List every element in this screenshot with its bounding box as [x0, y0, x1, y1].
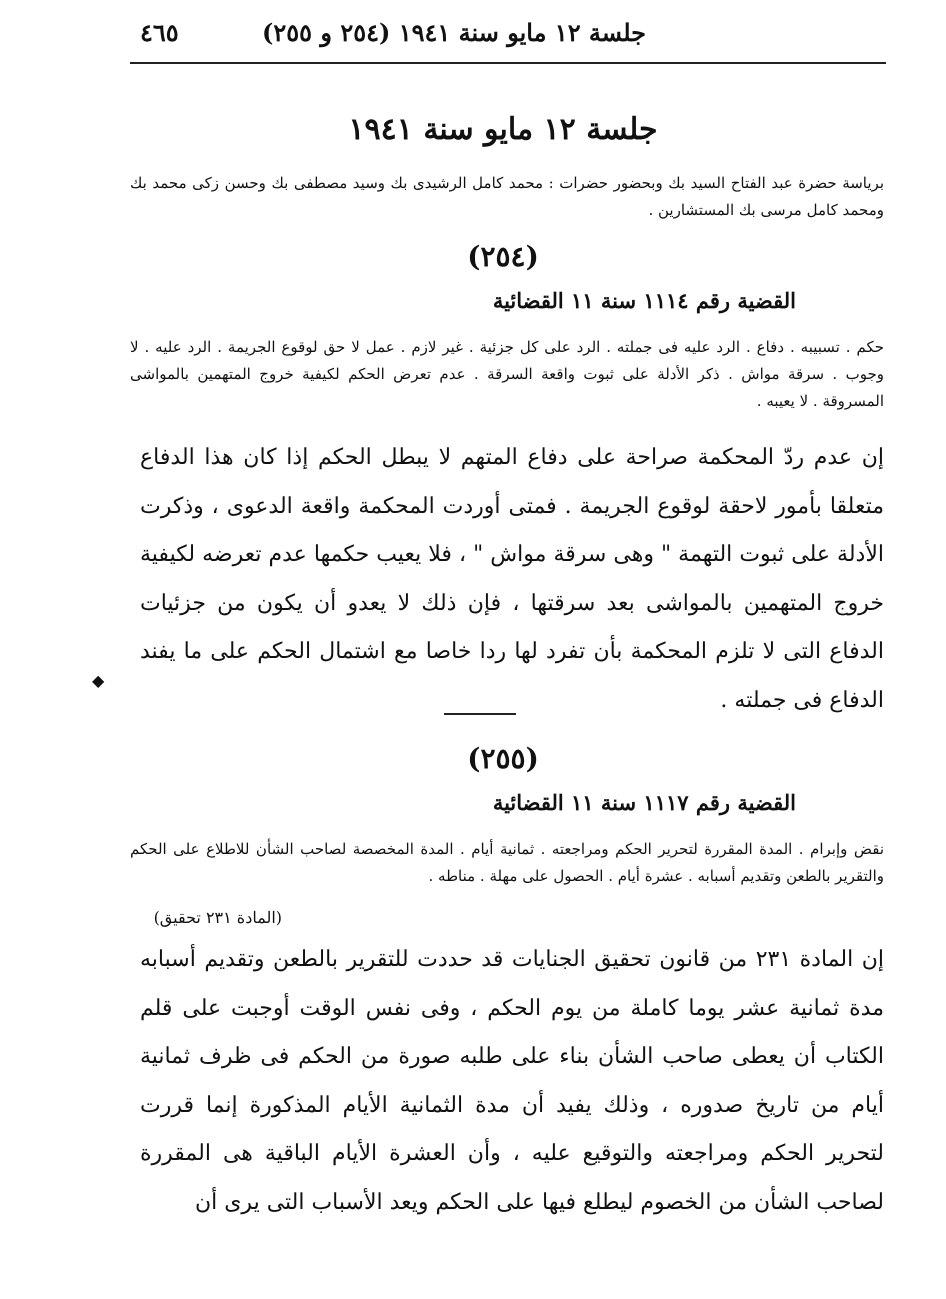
case-number-254: (٢٥٤)	[467, 240, 539, 273]
case-divider	[444, 713, 516, 715]
case-number-255: (٢٥٥)	[467, 742, 539, 775]
session-presidency: برياسة حضرة عبد الفتاح السيد بك وبحضور حضرات : محمد كامل الرشيدى بك وسيد مصطفى بك وحسن زكى محمد بك ومحمد كامل مرسى بك المستشارين .	[130, 174, 884, 219]
running-header	[130, 18, 886, 58]
session-title: جلسة ١٢ مايو سنة ١٩٤١	[348, 112, 658, 147]
header-divider	[130, 62, 886, 64]
case-body-254: إن عدم ردّ المحكمة صراحة على دفاع المتهم لا يبطل الحكم إذا كان هذا الدفاع متعلقا بأمور لاحقة لوقوع الجريمة . فمتى أوردت المحكمة واقعة الدعوى ، وذكرت الأدلة على ثبوت التهمة " وهى سرقة مواش " ، فلا يعيب حكمها عدم تعرضه لكيفية خروج المتهمين بالمواشى بعد سرقتها ، فإن ذلك لا يعدو أن يكون من جزئيات الدفاع التى لا تلزم المحكمة بأن تفرد لها ردا خاصا مع اشتمال الحكم على ما يفند الدفاع فى جملته .	[140, 445, 884, 713]
case-keywords-254: حكم . تسبيبه . دفاع . الرد عليه فى جملته . الرد على كل جزئية . غير لازم . عمل لا حق لوقوع الجريمة . الرد عليه . لا وجوب . سرقة مواش . ذكر الأدلة على ثبوت واقعة السرقة . عدم تعرض الحكم لكيفية خروج المتهمين بالمواشى المسروقة . لا يعيبه .	[130, 338, 884, 410]
case-reference-255: القضية رقم ١١١٧ سنة ١١ القضائية	[492, 790, 796, 815]
case-keywords-255: نقض وإبرام . المدة المقررة لتحرير الحكم ومراجعته . ثمانية أيام . المدة المخصصة لصاحب الشأن للاطلاع على الحكم والتقرير بالطعن وتقديم أسبابه . عشرة أيام . الحصول على مهلة . مناطه .	[130, 840, 884, 885]
margin-mark: ◆	[92, 671, 105, 690]
case-reference-254: القضية رقم ١١١٤ سنة ١١ القضائية	[492, 288, 796, 313]
article-reference: (المادة ٢٣١ تحقيق)	[153, 908, 282, 927]
page-number: ٤٦٥	[140, 18, 179, 47]
case-body-255: إن المادة ٢٣١ من قانون تحقيق الجنايات قد حددت للتقرير بالطعن وتقديم أسبابه مدة ثمانية عشر يوما كاملة من يوم الحكم ، وفى نفس الوقت أوجبت على قلم الكتاب أن يعطى صاحب الشأن بناء على طلبه صورة من الحكم فى ظرف ثمانية أيام من تاريخ صدوره ، وذلك يفيد أن مدة الثمانية الأيام المذكورة إنما قررت لتحرير الحكم ومراجعته والتوقيع عليه ، وأن العشرة الأيام الباقية هى المقررة لصاحب الشأن من الخصوم ليطلع فيها على الحكم ويعد الأسباب التى يرى أن	[140, 947, 884, 1215]
running-header-title: جلسة ١٢ مايو سنة ١٩٤١ (٢٥٤ و ٢٥٥)	[261, 18, 646, 47]
